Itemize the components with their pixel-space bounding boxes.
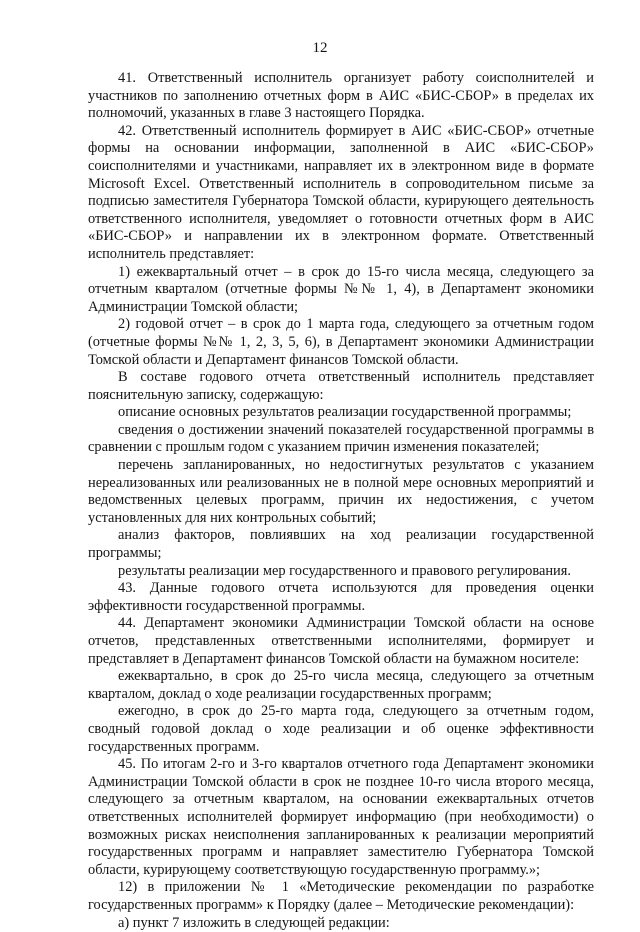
document-body [88,70,594,932]
paragraph: 2) годовой отчет – в срок до 1 марта года, следующего за отчетным годом (отчетные формы №№ 1, 2, 3, 5, 6), в Департамент экономики Администрации Томской области и Департамент финансов Томской области. [88,316,594,369]
page-number: 12 [0,39,640,57]
paragraph: описание основных результатов реализации государственной программы; [88,404,594,422]
paragraph: анализ факторов, повлиявших на ход реализации государственной программы; [88,527,594,562]
paragraph: 41. Ответственный исполнитель организует работу соисполнителей и участников по заполнению отчетных форм в АИС «БИС-СБОР» в пределах их полномочий, указанных в главе 3 настоящего Порядка. [88,70,594,123]
paragraph: ежеквартально, в срок до 25-го числа месяца, следующего за отчетным кварталом, доклад о ходе реализации государственных программ; [88,668,594,703]
paragraph: 1) ежеквартальный отчет – в срок до 15-го числа месяца, следующего за отчетным кварталом (отчетные формы №№ 1, 4), в Департамент экономики Администрации Томской области; [88,264,594,317]
paragraph: В составе годового отчета ответственный исполнитель представляет пояснительную записку, содержащую: [88,369,594,404]
paragraph: а) пункт 7 изложить в следующей редакции: [88,915,594,932]
paragraph: 45. По итогам 2-го и 3-го кварталов отчетного года Департамент экономики Администрации Томской области в срок не позднее 10-го числа второго месяца, следующего за отчетным кварталом, на основании ежеквартальных отчетов ответственных исполнителей формирует информацию (при необходимости) о возможных рисках неисполнения запланированных к реализации мероприятий государственных программ и направляет заместителю Губернатора Томской области, курирующему соответствующую государственную программу.»; [88,756,594,879]
paragraph: 44. Департамент экономики Администрации Томской области на основе отчетов, представленных ответственными исполнителями, формирует и представляет в Департамент финансов Томской области на бумажном носителе: [88,615,594,668]
paragraph: перечень запланированных, но недостигнутых результатов с указанием нереализованных или реализованных не в полной мере основных мероприятий и ведомственных целевых программ, причин их недостижения, с учетом установленных для них контрольных событий; [88,457,594,527]
paragraph: 12) в приложении № 1 «Методические рекомендации по разработке государственных программ» к Порядку (далее – Методические рекомендации): [88,879,594,914]
paragraph: ежегодно, в срок до 25-го марта года, следующего за отчетным годом, сводный годовой доклад о ходе реализации и об оценке эффективности государственных программ. [88,703,594,756]
paragraph: результаты реализации мер государственного и правового регулирования. [88,563,594,581]
paragraph: 43. Данные годового отчета используются для проведения оценки эффективности государственной программы. [88,580,594,615]
paragraph: сведения о достижении значений показателей государственной программы в сравнении с прошлым годом с указанием причин изменения показателей; [88,422,594,457]
paragraph: 42. Ответственный исполнитель формирует в АИС «БИС-СБОР» отчетные формы на основании информации, заполненной в АИС «БИС-СБОР» соисполнителями и участниками, направляет их в электронном виде в формате Microsoft Excel. Ответственный исполнитель в сопроводительном письме за подписью заместителя Губернатора Томской области, курирующего деятельность ответственного исполнителя, уведомляет о готовности отчетных форм в АИС «БИС-СБОР» и направлении их в электронном формате. Ответственный исполнитель представляет: [88,123,594,264]
